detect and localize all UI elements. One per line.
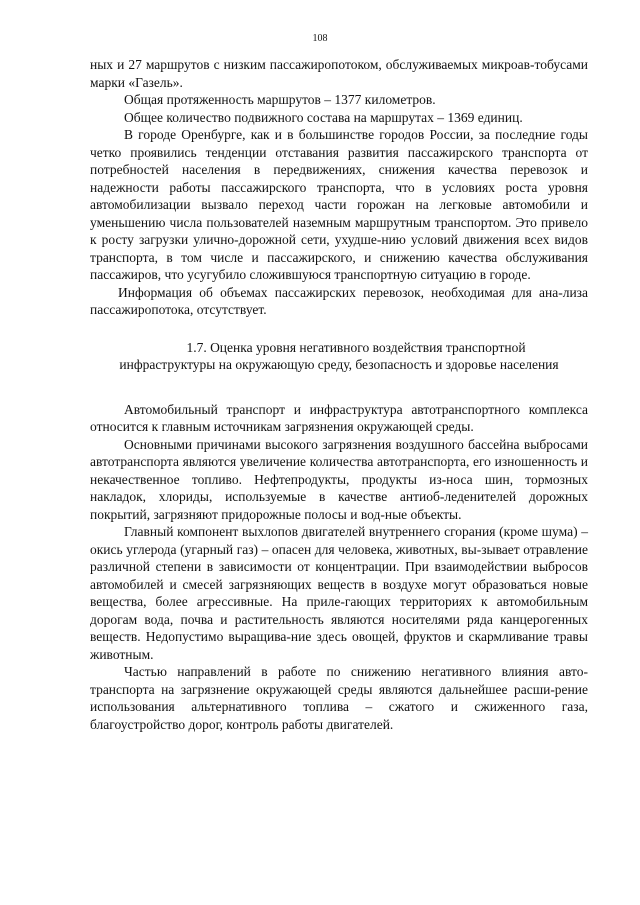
paragraph-auto-transport: Автомобильный транспорт и инфраструктура автотранспортного комплекса относится к главным источникам загрязнения окружающей среды. bbox=[90, 401, 588, 434]
spacer bbox=[90, 319, 588, 339]
page-content bbox=[90, 56, 588, 733]
paragraph-orenburg-trends: В городе Оренбурге, как и в большинстве городов России, за последние годы четко проявились тенденции отставания развития пассажирского транспорта от потребностей населения в передвижениях, снижения качества перевозок и надежности работы пассажирского транспорта, что в условиях роста уровня автомобилизации вызвало переход части горожан на легковые автомобили и уменьшению числа пользователей наземным маршрутным транспортом. Это привело к росту загрузки улично-дорожной сети, ухудше-нию условий движения всех видов транспорта, в том числе и пассажирского, и снижению качества обслуживания пассажиров, что усугубило сложившуюся транспортную ситуацию в городе. bbox=[90, 127, 588, 282]
spacer bbox=[90, 374, 588, 401]
paragraph-pollution-causes: Основными причинами высокого загрязнения воздушного бассейна выбросами автотранспорта являются увеличение количества автотранспорта, его изношенность и некачественное топливо. Нефтепродукты, продукты из-носа шин, тормозных накладок, хлориды, используемые в качестве антиоб-леденителей дорожных покрытий, загрязняют придорожные полосы и вод-ные объекты. bbox=[90, 436, 588, 522]
page-number: 108 bbox=[312, 33, 328, 44]
paragraph-exhaust-component: Главный компонент выхлопов двигателей внутреннего сгорания (кроме шума) – окись углерода (угарный газ) – опасен для человека, животных, вы-зывает отравление различной степени в зависимости от концентрации. При взаимодействии выбросов автомобилей и смесей загрязняющих веществ в воздухе могут образоваться новые вещества, более агрессивные. На приле-гающих территориях к автомобильным дорогам вода, почва и растительность являются носителями ряда канцерогенных веществ. Недопустимо выращива-ние здесь овощей, фруктов и скармливание травы животным. bbox=[90, 524, 588, 662]
paragraph-continuation: ных и 27 маршрутов с низким пассажиропотоком, обслуживаемых микроав-тобусами марки «Газель». bbox=[90, 57, 588, 90]
paragraph-rolling-stock: Общее количество подвижного состава на маршрутах – 1369 единиц. bbox=[124, 109, 523, 125]
paragraph-routes-length: Общая протяженность маршрутов – 1377 километров. bbox=[124, 92, 436, 107]
paragraph-passenger-info: Информация об объемах пассажирских перевозок, необходимая для ана-лиза пассажиропотока, отсутствует. bbox=[90, 284, 588, 317]
paragraph-mitigation: Частью направлений в работе по снижению негативного влияния авто-транспорта на загрязнение окружающей среды являются дальнейшее расши-рение использования альтернативного топлива – сжатого и сжиженного газа, благоустройство дорог, контроль работы двигателей. bbox=[90, 664, 588, 732]
section-heading: 1.7. Оценка уровня негативного воздействия транспортной инфраструктуры на окружающую среду, безопасность и здоровье населения bbox=[119, 339, 559, 372]
